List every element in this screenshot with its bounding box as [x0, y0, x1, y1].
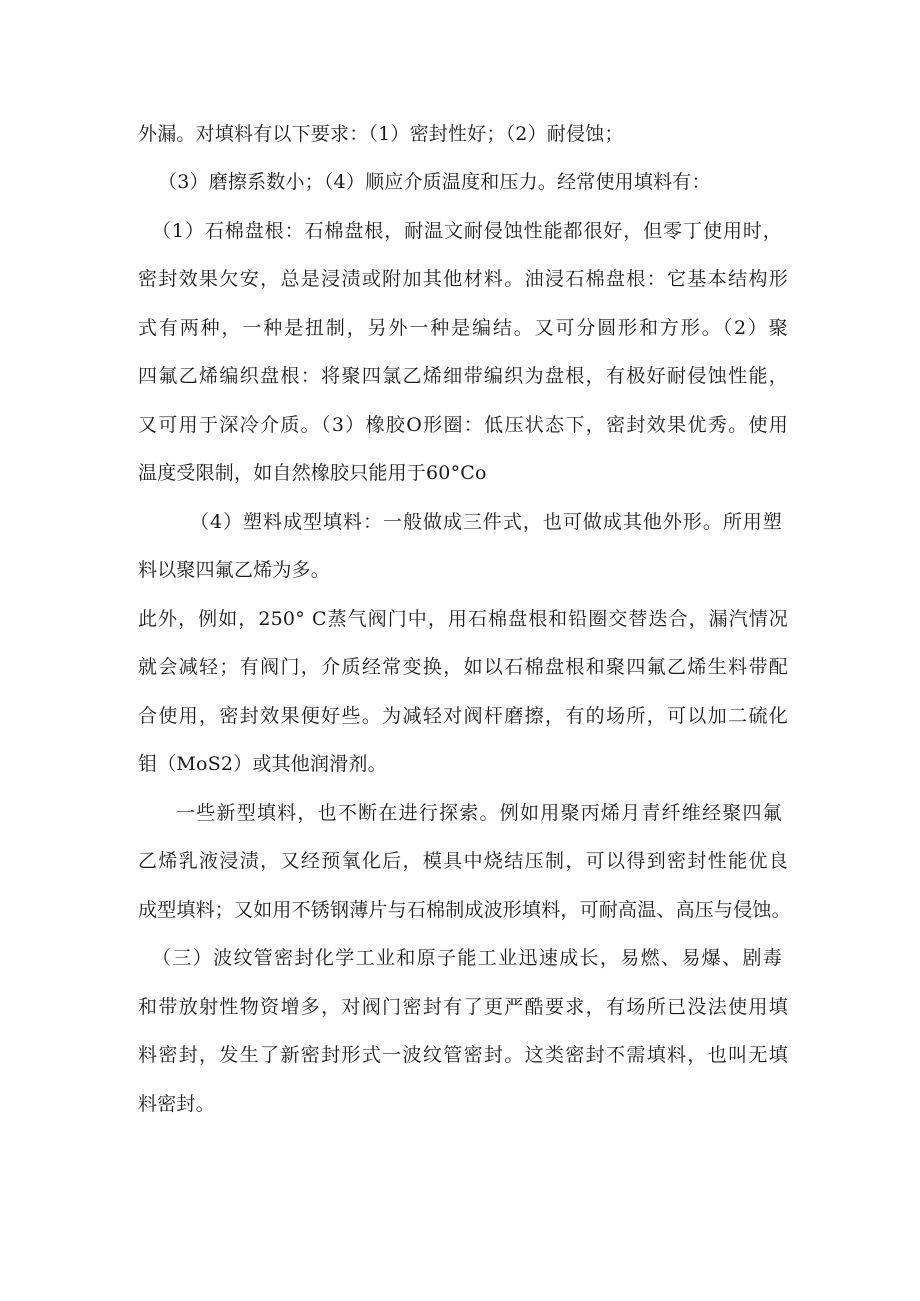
text-line-11: 此外，例如，250° C蒸气阀门中，用石棉盘根和铅圈交替迭合，漏汽情况 [138, 608, 788, 630]
text-line-10: 料以聚四氟乙烯为多。 [138, 559, 331, 581]
text-line-5: 式有两种，一种是扭制，另外一种是编结。又可分圆形和方形。（2）聚 [138, 317, 788, 339]
text-line-14: 钼（MoS2）或其他润滑剂。 [138, 753, 387, 775]
text-line-12: 就会减轻；有阀门，介质经常变换，如以石棉盘根和聚四氟乙烯生料带配 [138, 656, 788, 678]
text-line-3: （1）石棉盘根：石棉盘根，耐温文耐侵蚀性能都很好，但零丁使用时， [152, 220, 782, 242]
text-line-19: 和带放射性物资增多，对阀门密封有了更严酷要求，有场所已没法使用填 [138, 996, 788, 1018]
text-line-8: 温度受限制，如自然橡胶只能用于60°Co [138, 462, 487, 484]
text-line-7: 又可用于深冷介质。（3）橡胶O形圈：低压状态下，密封效果优秀。使用 [138, 414, 788, 436]
text-line-17: 成型填料；又如用不锈钢薄片与石棉制成波形填料，可耐高温、高压与侵蚀。 [138, 899, 791, 921]
text-line-18: （三）波纹管密封化学工业和原子能工业迅速成长，易燃、易爆、剧毒 [152, 947, 782, 969]
text-line-1: 外漏。对填料有以下要求：（1）密封性好；（2）耐侵蚀； [138, 123, 624, 145]
text-line-13: 合使用，密封效果便好些。为减轻对阀杆磨擦，有的场所，可以加二硫化 [138, 705, 788, 727]
text-line-20: 料密封，发生了新密封形式一波纹管密封。这类密封不需填料，也叫无填 [138, 1044, 788, 1066]
text-line-6: 四氟乙烯编织盘根：将聚四氯乙烯细带编织为盘根，有极好耐侵蚀性能， [138, 365, 788, 387]
text-line-21: 料密封。 [138, 1093, 215, 1115]
text-line-16: 乙烯乳液浸渍，又经预氧化后，模具中烧结压制，可以得到密封性能优良 [138, 850, 788, 872]
text-line-15: 一些新型填料，也不断在进行探索。例如用聚丙烯月青纤维经聚四氟 [176, 802, 782, 824]
text-line-4: 密封效果欠安，总是浸渍或附加其他材料。油浸石棉盘根：它基本结构形 [138, 268, 788, 290]
text-line-2: （3）磨擦系数小；（4）顺应介质温度和压力。经常使用填料有： [158, 171, 711, 193]
text-line-9: （4）塑料成型填料：一般做成三件式，也可做成其他外形。所用塑 [190, 511, 782, 533]
